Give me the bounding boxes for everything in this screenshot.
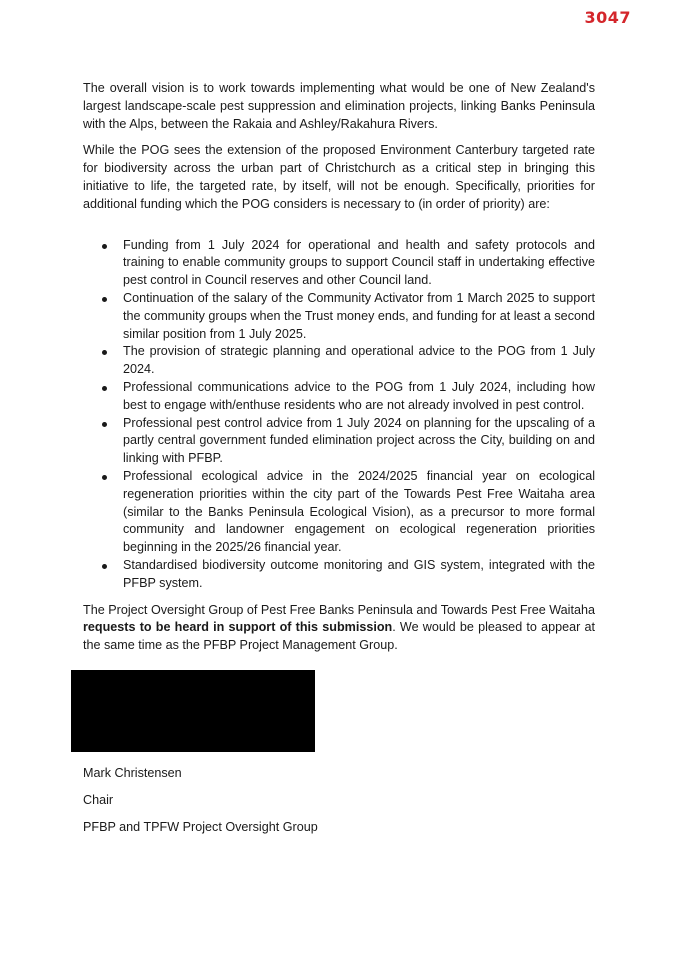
priority-text: Continuation of the salary of the Community Activator from 1 March 2025 to support the community groups when the Trust money ends, and funding for at least a second similar position from 1 July 2025.: [123, 290, 595, 341]
priority-item: [83, 415, 595, 468]
funding-intro-paragraph: While the POG sees the extension of the proposed Environment Canterbury targeted rate for biodiversity across the urban part of Christchurch as a critical step in bringing this initiative to life, the targeted rate, by itself, will not be enough. Specifically, priorities for additional funding which the POG considers is necessary to (in order of priority) are:: [83, 143, 595, 211]
signatory-role: Chair: [83, 793, 114, 807]
bullet-icon: [102, 422, 107, 427]
priority-item: [83, 557, 595, 593]
priority-text: Professional ecological advice in the 2024/2025 financial year on ecological regeneration priorities within the city part of the Towards Pest Free Waitaha area (similar to the Banks Peninsula Ecological Vision), as a precursor to more formal community and landowner engagement on ecological regeneration priorities beginning in the 2025/26 financial year.: [123, 468, 595, 555]
priority-item: [83, 468, 595, 557]
priority-text: Professional pest control advice from 1 July 2024 on planning for the upscaling of a partly central government funded elimination project across the City, building on and linking with PFBP.: [123, 415, 595, 466]
priority-text: Funding from 1 July 2024 for operational and health and safety protocols and training to enable community groups to support Council staff in undertaking effective pest control in Council reserves and other Council land.: [123, 237, 595, 288]
vision-paragraph: The overall vision is to work towards implementing what would be one of New Zealand's largest landscape-scale pest suppression and elimination projects, linking Banks Peninsula with the Alps, between the Rakaia and Ashley/Rakahura Rivers.: [83, 81, 595, 131]
priority-text: Standardised biodiversity outcome monitoring and GIS system, integrated with the PFBP system.: [123, 557, 595, 590]
priority-text: Professional communications advice to the POG from 1 July 2024, including how best to engage with/enthuse residents who are not already involved in pest control.: [123, 379, 595, 412]
priority-text: The provision of strategic planning and operational advice to the POG from 1 July 2024.: [123, 344, 595, 377]
priority-item: [83, 237, 595, 290]
hearing-request: requests to be heard in support of this submission: [83, 620, 393, 635]
priority-item: [83, 343, 595, 379]
page-number: 3047: [584, 8, 631, 27]
bullet-icon: [102, 297, 107, 302]
priority-list: [83, 237, 595, 593]
signatory-name: Mark Christensen: [83, 766, 182, 780]
bullet-icon: [102, 350, 107, 355]
closing-text-start: The Project Oversight Group of Pest Free Banks Peninsula and Towards Pest Free Waitaha: [83, 602, 595, 617]
closing-paragraph: [83, 602, 595, 655]
signatory-organisation: PFBP and TPFW Project Oversight Group: [83, 820, 318, 834]
priority-item: [83, 379, 595, 415]
signature-block: [83, 765, 318, 846]
closing-text-end: . We would be pleased to appear at the same time as the PFBP Project Management Group.: [83, 620, 595, 653]
bullet-icon: [102, 475, 107, 480]
bullet-icon: [102, 564, 107, 569]
priority-item: [83, 290, 595, 343]
redacted-signature-block: [71, 670, 315, 752]
submission-body: [83, 80, 595, 664]
bullet-icon: [102, 386, 107, 391]
bullet-icon: [102, 244, 107, 249]
